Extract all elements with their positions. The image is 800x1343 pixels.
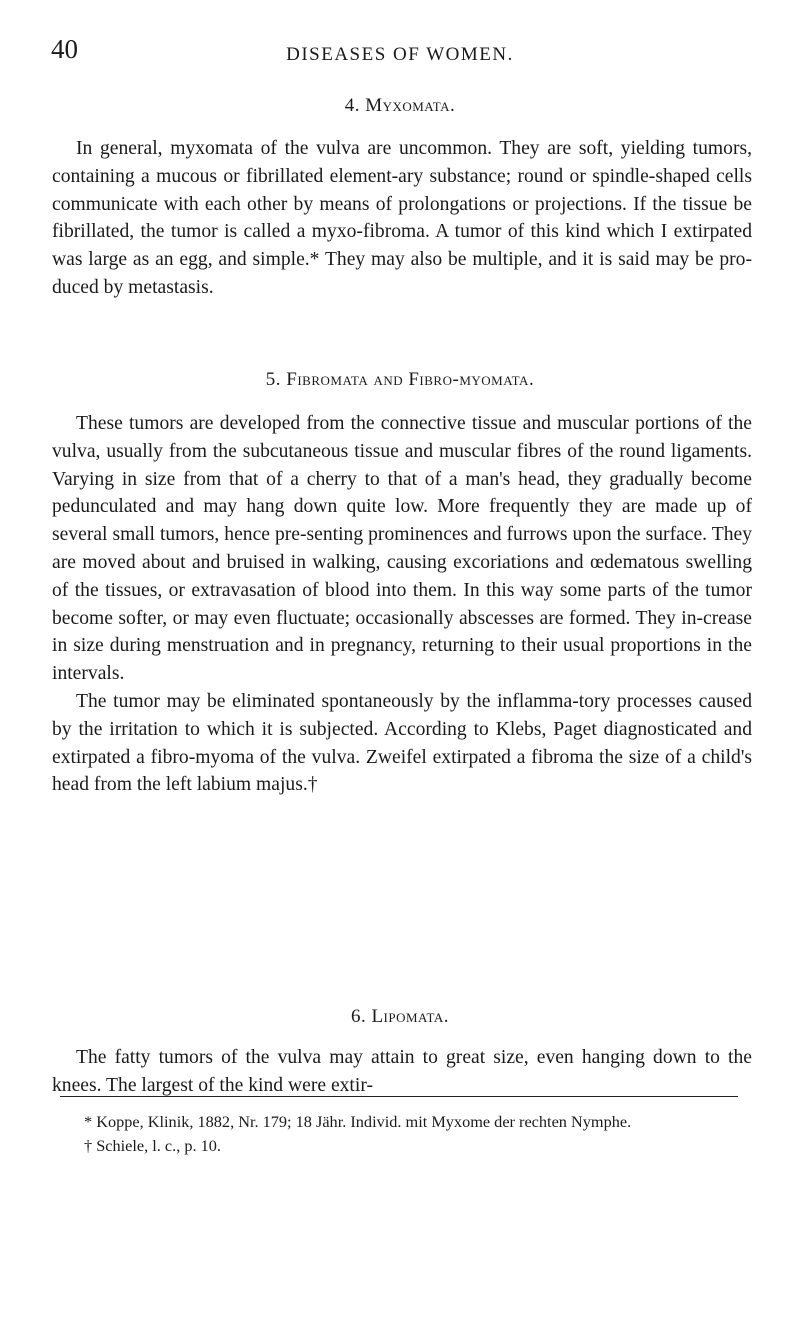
- paragraph: The tumor may be eliminated spontaneously by the inflamma-tory processes caused by the irritation to which it is subjected. According to Klebs, Paget diagnosticated and extirpated a fibro-myoma of the vulva. Zweifel extirpated a fibroma the size of a child's head from the left labium majus.†: [52, 690, 752, 796]
- running-head: DISEASES OF WOMEN.: [286, 44, 514, 65]
- section-body-lipomata: [52, 1044, 752, 1100]
- paragraph: The fatty tumors of the vulva may attain to great size, even hanging down to the knees. The largest of the kind were extir-: [52, 1047, 752, 1096]
- section-heading-fibromata: [0, 369, 800, 391]
- section-heading-text: 5. Fibromata and Fibro-myomata.: [265, 369, 535, 390]
- section-heading-myxomata: [0, 95, 800, 117]
- paragraph: These tumors are developed from the connective tissue and muscular portions of the vulva, usually from the subcutaneous tissue and muscular fibres of the round ligaments. Varying in size from that of a cherry to that of a man's head, they gradually become pedunculated and may hang down quite low. More frequently they are made up of several small tumors, hence pre-senting prominences and furrows upon the surface. They are moved about and bruised in walking, causing excoriations and œdematous swelling of the tissues, or extravasation of blood into them. In this way some parts of the tumor become softer, or may even fluctuate; occasionally abscesses are formed. They in-crease in size during menstruation and in pregnancy, returning to their usual proportions in the intervals.: [52, 413, 752, 685]
- paragraph: In general, myxomata of the vulva are uncommon. They are soft, yielding tumors, containing a mucous or fibrillated element-ary substance; round or spindle-shaped cells communicate with each other by means of prolongations or projections. If the tissue be fibrillated, the tumor is called a myxo-fibroma. A tumor of this kind which I extirpated was large as an egg, and simple.* They may also be multiple, and it is said may be pro-duced by metastasis.: [52, 138, 752, 298]
- section-heading-lipomata: [0, 1006, 800, 1028]
- section-body-myxomata: [52, 135, 752, 302]
- section-heading-text: 4. Myxomata.: [344, 95, 456, 116]
- footnote: † Schiele, l. c., p. 10.: [84, 1135, 222, 1155]
- footnotes: [52, 1110, 752, 1157]
- section-body-fibromata: [52, 410, 752, 799]
- footnote-divider: [60, 1096, 738, 1097]
- section-heading-text: 6. Lipomata.: [350, 1006, 450, 1027]
- footnote: * Koppe, Klinik, 1882, Nr. 179; 18 Jähr. Individ. mit Myxome der rechten Nymphe.: [84, 1112, 632, 1131]
- page-number: 40: [51, 34, 78, 64]
